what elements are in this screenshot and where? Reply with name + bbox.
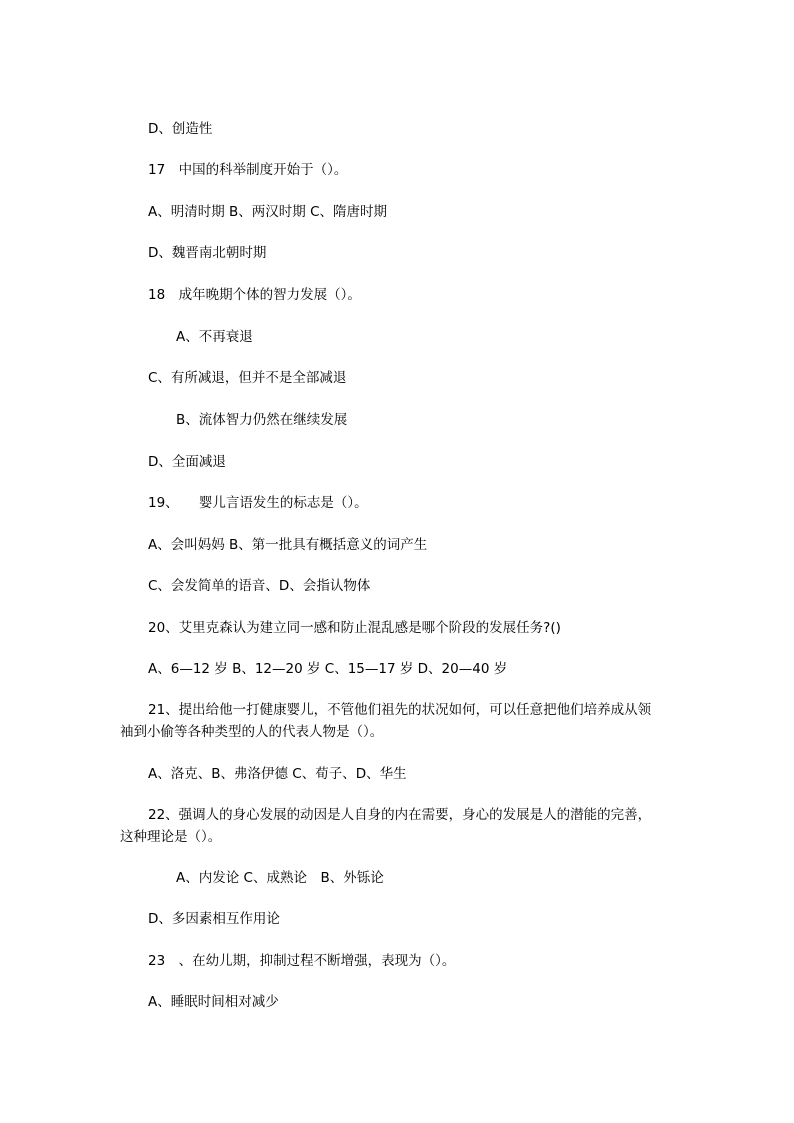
question-18: 18 成年晚期个体的智力发展（）。 [148,287,361,303]
option-d-creativity: D、创造性 [148,121,213,137]
question-21-options: A、洛克、B、弗洛伊德 C、荀子、D、华生 [148,766,407,782]
question-19: 19、 婴儿言语发生的标志是（）。 [148,495,368,511]
question-17: 17 中国的科举制度开始于（）。 [148,162,348,178]
question-17-options-abc: A、明清时期 B、两汉时期 C、隋唐时期 [148,204,388,220]
question-20: 20、艾里克森认为建立同一感和防止混乱感是哪个阶段的发展任务?() [148,620,561,636]
question-21-line-1: 21、提出给他一打健康婴儿，不管他们祖先的状况如何，可以任意把他们培养成从领 [148,702,652,718]
question-22-option-d: D、多因素相互作用论 [148,911,280,927]
question-22 [120,804,680,848]
question-18-option-b: B、流体智力仍然在继续发展 [176,412,348,428]
question-19-options-cd: C、会发简单的语音、D、会指认物体 [148,578,371,594]
question-23: 23 、在幼儿期，抑制过程不断增强，表现为（）。 [148,953,456,969]
question-18-option-c: C、有所减退，但并不是全部减退 [148,370,347,386]
question-17-option-d: D、魏晋南北朝时期 [148,245,267,261]
question-21-line-2: 袖到小偷等各种类型的人的代表人物是（）。 [120,724,384,740]
question-22-options-acb: A、内发论 C、成熟论 B、外铄论 [176,870,384,886]
question-18-option-a: A、不再衰退 [176,329,253,345]
question-19-options-ab: A、会叫妈妈 B、第一批具有概括意义的词产生 [148,537,428,553]
question-22-line-1: 22、强调人的身心发展的动因是人自身的内在需要，身心的发展是人的潜能的完善， [148,807,652,823]
question-18-option-d: D、全面减退 [148,454,226,470]
question-21 [120,699,680,743]
question-20-options: A、6—12 岁 B、12—20 岁 C、15—17 岁 D、20—40 岁 [148,661,508,677]
question-22-line-2: 这种理论是（）。 [120,829,222,845]
question-23-option-a: A、睡眠时间相对减少 [148,994,279,1010]
